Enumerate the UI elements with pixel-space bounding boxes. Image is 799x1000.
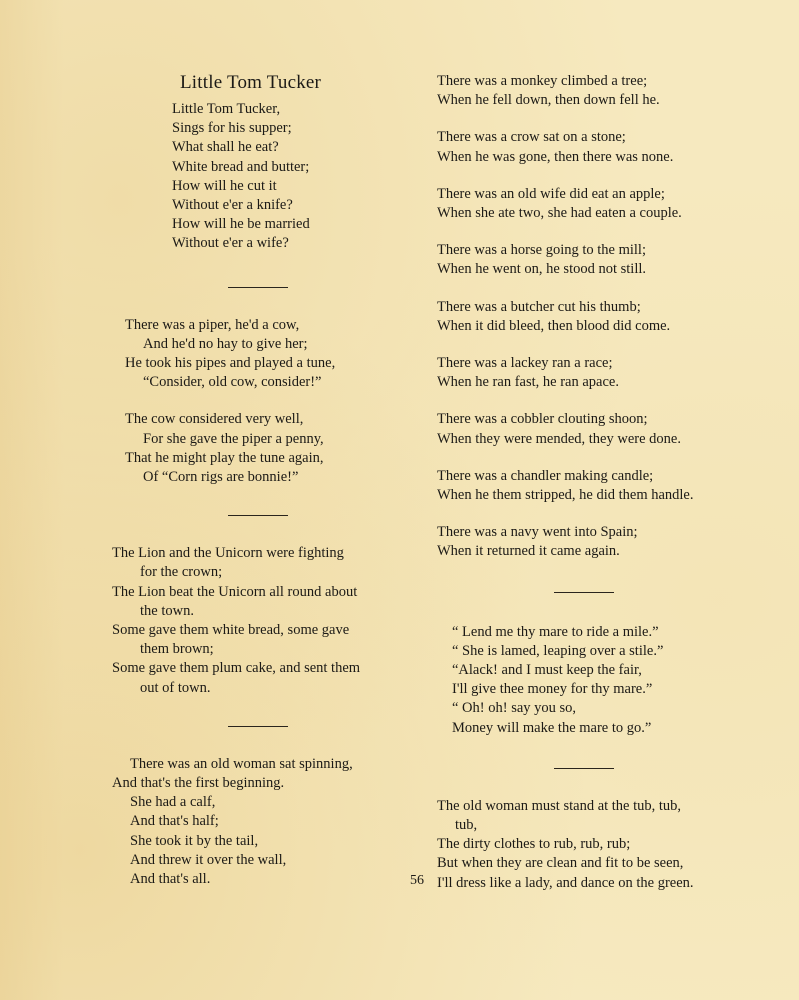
- left-column: [110, 72, 410, 889]
- verse-line: There was a cobbler clouting shoon;: [437, 411, 648, 428]
- divider: [554, 592, 614, 593]
- verse-line: There was a chandler making candle;: [437, 467, 654, 484]
- verse-line: tub,: [455, 817, 478, 834]
- stanza-old-woman: [112, 755, 410, 889]
- divider: [228, 287, 288, 288]
- stanza-chandler: [437, 467, 747, 505]
- verse-line: She had a calf,: [130, 794, 216, 811]
- verse-line: There was a navy went into Spain;: [437, 524, 638, 541]
- stanza-horse: [437, 241, 747, 279]
- verse-line: There was a monkey climbed a tree;: [437, 73, 648, 89]
- verse-line: And that's half;: [130, 813, 219, 830]
- verse-line: There was a lackey ran a race;: [437, 355, 613, 372]
- verse-line: Without e'er a knife?: [172, 197, 293, 214]
- verse-line: Money will make the mare to go.”: [452, 719, 652, 736]
- verse-line: “ She is lamed, leaping over a stile.”: [452, 642, 664, 659]
- verse-line: What shall he eat?: [172, 139, 279, 156]
- poem-title: Little Tom Tucker: [180, 72, 322, 93]
- verse-line: “ Oh! oh! say you so,: [452, 700, 577, 717]
- stanza-navy: [437, 523, 747, 561]
- verse-line: When he ran fast, he ran apace.: [437, 374, 619, 391]
- verse-line: Little Tom Tucker,: [172, 101, 281, 117]
- verse-line: out of town.: [140, 679, 211, 696]
- stanza-cobbler: [437, 410, 747, 448]
- verse-line: When he fell down, then down fell he.: [437, 92, 660, 109]
- stanza-lion-unicorn: [112, 544, 410, 698]
- verse-line: When it returned it came again.: [437, 543, 620, 560]
- verse-line: them brown;: [140, 641, 214, 658]
- stanza-crow: [437, 128, 747, 166]
- stanza-piper-1: [125, 316, 410, 393]
- verse-line: When she ate two, she had eaten a couple.: [437, 205, 682, 222]
- verse-line: For she gave the piper a penny,: [143, 430, 324, 447]
- verse-line: Without e'er a wife?: [172, 235, 289, 252]
- verse-line: I'll dress like a lady, and dance on the green.: [437, 874, 694, 891]
- verse-line: I'll give thee money for thy mare.”: [452, 681, 653, 698]
- verse-line: Of “Corn rigs are bonnie!”: [143, 469, 299, 486]
- verse-line: “Alack! and I must keep the fair,: [452, 662, 642, 679]
- stanza-old-wife: [437, 185, 747, 223]
- verse-line: And that's all.: [130, 871, 211, 888]
- verse-line: There was a horse going to the mill;: [437, 242, 646, 259]
- verse-line: When he was gone, then there was none.: [437, 148, 674, 165]
- verse-line: The dirty clothes to rub, rub, rub;: [437, 836, 631, 853]
- verse-line: There was a piper, he'd a cow,: [125, 316, 300, 333]
- stanza-lackey: [437, 354, 747, 392]
- verse-line: When he them stripped, he did them handle.: [437, 487, 694, 504]
- verse-line: Some gave them plum cake, and sent them: [112, 660, 361, 677]
- verse-line: The old woman must stand at the tub, tub,: [437, 797, 682, 814]
- verse-line: When they were mended, they were done.: [437, 430, 681, 447]
- divider: [228, 515, 288, 516]
- stanza-tom-tucker: [172, 100, 410, 254]
- verse-line: “ Lend me thy mare to ride a mile.”: [452, 623, 659, 640]
- verse-line: “Consider, old cow, consider!”: [143, 374, 322, 391]
- verse-line: White bread and butter;: [172, 158, 310, 175]
- verse-line: The cow considered very well,: [125, 411, 304, 428]
- verse-line: There was an old woman sat spinning,: [130, 755, 353, 772]
- verse-line: The Lion and the Unicorn were fighting: [112, 545, 344, 562]
- stanza-piper-2: [125, 410, 410, 487]
- divider: [228, 726, 288, 727]
- stanza-tub: [437, 797, 747, 893]
- verse-line: She took it by the tail,: [130, 832, 259, 849]
- stanza-mare: [452, 623, 747, 738]
- stanza-monkey: [437, 72, 747, 110]
- verse-line: And that's the first beginning.: [112, 775, 285, 792]
- verse-line: When it did bleed, then blood did come.: [437, 317, 671, 334]
- verse-line: There was a crow sat on a stone;: [437, 129, 626, 146]
- verse-line: the town.: [140, 602, 194, 619]
- verse-line: How will he cut it: [172, 177, 277, 194]
- verse-line: How will he be married: [172, 216, 310, 233]
- page-number: 56: [410, 873, 424, 888]
- verse-line: That he might play the tune again,: [125, 449, 324, 466]
- right-column: [437, 72, 747, 893]
- verse-line: And he'd no hay to give her;: [143, 335, 308, 352]
- verse-line: Sings for his supper;: [172, 120, 292, 137]
- verse-line: The Lion beat the Unicorn all round about: [112, 583, 358, 600]
- verse-line: There was a butcher cut his thumb;: [437, 298, 641, 315]
- verse-line: Some gave them white bread, some gave: [112, 622, 350, 639]
- stanza-butcher: [437, 298, 747, 336]
- verse-line: There was an old wife did eat an apple;: [437, 185, 665, 202]
- verse-line: And threw it over the wall,: [130, 851, 287, 868]
- verse-line: He took his pipes and played a tune,: [125, 355, 336, 372]
- verse-line: But when they are clean and fit to be seen,: [437, 855, 684, 872]
- verse-line: for the crown;: [140, 564, 223, 581]
- verse-line: When he went on, he stood not still.: [437, 261, 647, 278]
- divider: [554, 768, 614, 769]
